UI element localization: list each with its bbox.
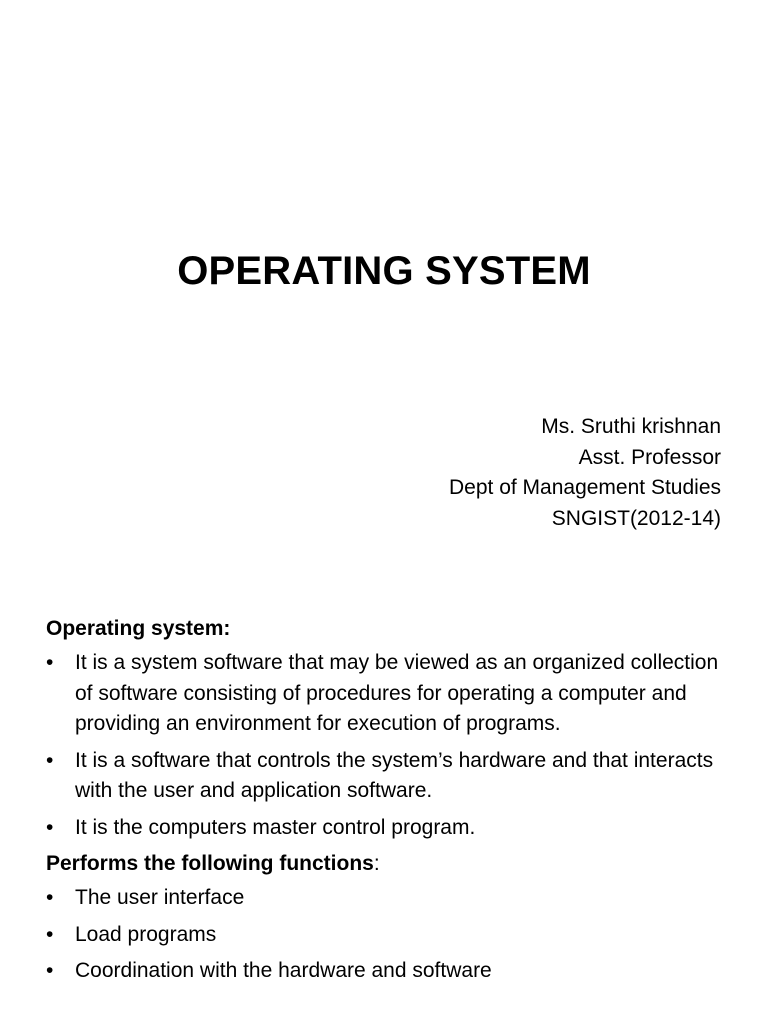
author-department: Dept of Management Studies bbox=[449, 476, 721, 499]
list-item-text: It is the computers master control program. bbox=[75, 815, 476, 839]
section-heading-definition: Operating system: bbox=[46, 617, 231, 640]
list-item bbox=[46, 956, 736, 987]
definition-bullet-list bbox=[46, 648, 736, 843]
list-item-text: Coordination with the hardware and software bbox=[75, 959, 492, 982]
functions-bullet-list bbox=[46, 883, 736, 987]
section-heading-functions bbox=[46, 849, 736, 879]
list-item-text: It is a software that controls the system’s hardware and that interacts with the user and application software. bbox=[75, 748, 714, 802]
bullet-icon: • bbox=[46, 886, 54, 909]
list-item bbox=[46, 813, 736, 844]
author-institution: SNGIST(2012-14) bbox=[551, 506, 721, 530]
functions-heading-text: Performs the following functions bbox=[46, 852, 374, 875]
author-name: Ms. Sruthi krishnan bbox=[541, 415, 721, 438]
list-item-text: It is a system software that may be viewed as an organized collection of software consisting of procedures for operating a computer and providing an environment for execution of programs. bbox=[75, 651, 719, 735]
list-item-text: The user interface bbox=[75, 886, 245, 909]
list-item bbox=[46, 883, 736, 914]
functions-heading-colon: : bbox=[373, 852, 380, 875]
list-item bbox=[46, 920, 736, 951]
bullet-icon: • bbox=[46, 748, 54, 772]
bullet-icon: • bbox=[46, 815, 54, 839]
slide-title: OPERATING SYSTEM bbox=[177, 249, 591, 293]
content-slide bbox=[0, 576, 768, 1024]
bullet-icon: • bbox=[46, 959, 54, 982]
list-item bbox=[46, 648, 736, 740]
author-block bbox=[449, 412, 721, 534]
list-item bbox=[46, 746, 736, 807]
content-body bbox=[46, 614, 736, 993]
list-item-text: Load programs bbox=[75, 922, 217, 946]
author-position: Asst. Professor bbox=[578, 445, 721, 469]
bullet-icon: • bbox=[46, 922, 54, 946]
bullet-icon: • bbox=[46, 651, 54, 674]
